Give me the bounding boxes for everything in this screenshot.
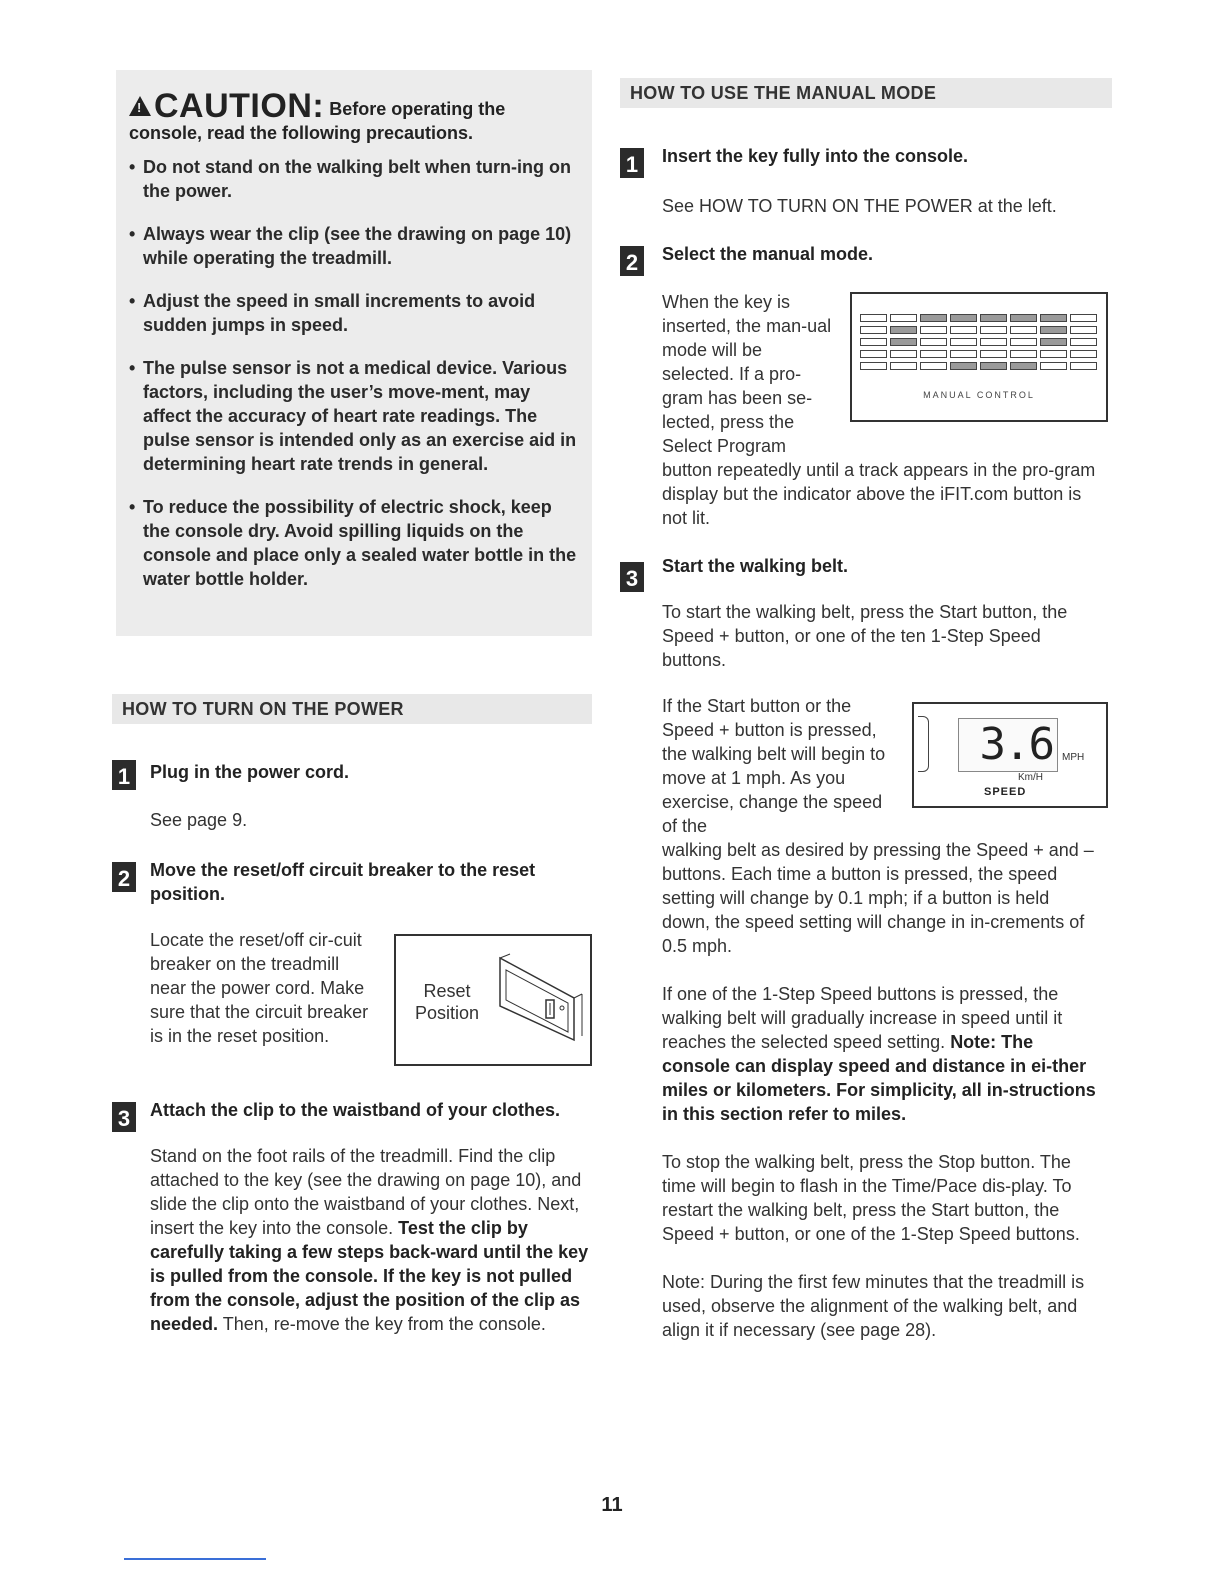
step-body: If one of the 1-Step Speed buttons is pressed, the walking belt will gradually increase in speed until it reaches the selected speed setting. Note: The console can display speed and distance in ei-ther miles or kilometers. For simplicity, all in-structions in this section refer to miles.: [662, 984, 1096, 1124]
manual-step-1: [610, 144, 1110, 218]
step-body: When the key is inserted, the man-ual mode will be selected. If a pro-gram has been se-lected, press the Select Program: [662, 292, 832, 456]
speed-label: SPEED: [984, 786, 1027, 798]
display-label: MANUAL CONTROL: [923, 390, 1035, 400]
step-body: See HOW TO TURN ON THE POWER at the left.: [662, 196, 1057, 216]
step-body: Stand on the foot rails of the treadmill. Find the clip attached to the key (see the drawing on page 10), and slide the clip onto the waistband of your clothes. Next, insert the key into the console. Test the clip by carefully taking a few steps back-ward until the key is pulled from the console. If the key is not pulled from the console, adjust the position of the clip as needed. Then, re-move the key from the console.: [150, 1146, 589, 1334]
step-title: Move the reset/off circuit breaker to the reset position.: [150, 860, 536, 904]
reset-position-figure: [394, 934, 592, 1066]
power-step-1: [112, 760, 592, 832]
step-body: walking belt as desired by pressing the Speed + and – buttons. Each time a button is pressed, the speed setting will change by 0.1 mph; if a button is held down, the speed setting will change in in-crements of 0.5 mph.: [662, 840, 1094, 956]
figure-label: Position: [414, 1003, 480, 1023]
step-body: Note: During the first few minutes that the treadmill is used, observe the alignment of the walking belt, and align it if necessary (see page 28).: [662, 1272, 1085, 1340]
caution-item: • Do not stand on the walking belt when turn-ing on the power.: [129, 155, 582, 203]
manual-control-display: [850, 292, 1108, 422]
manual-step-3: [610, 554, 1110, 1342]
step-body: See page 9.: [150, 810, 248, 830]
caution-list: [129, 155, 582, 591]
speed-readout-box: [958, 718, 1058, 772]
display-bracket: [918, 716, 929, 772]
step-body: If the Start button or the Speed + button is pressed, the walking belt will begin to move at 1 mph. As you exercise, change the speed of the: [662, 696, 886, 836]
figure-label: Reset: [423, 981, 471, 1001]
speed-unit-km: Km/H: [1018, 772, 1043, 783]
program-matrix: [860, 314, 1100, 374]
step-title: Attach the clip to the waistband of your clothes.: [150, 1100, 561, 1120]
step-body: Locate the reset/off cir-cuit breaker on the treadmill near the power cord. Make sure that the circuit breaker is in the reset position.: [150, 930, 369, 1046]
footer-rule: [124, 1558, 266, 1560]
caution-item: • The pulse sensor is not a medical device. Various factors, including the user’s move-ment, may affect the accuracy of heart rate readings. The pulse sensor is intended only as an exercise aid in determining heart rate trends in general.: [129, 356, 582, 476]
speed-value: 3.6: [979, 719, 1053, 770]
step-title: Insert the key fully into the console.: [662, 146, 969, 166]
caution-item: • Always wear the clip (see the drawing on page 10) while operating the treadmill.: [129, 222, 582, 270]
step-body: To stop the walking belt, press the Stop button. The time will begin to flash in the Time/Pace dis-play. To restart the walking belt, press the Start button, the Speed + button, or one of the 1-Step Speed buttons.: [662, 1152, 1080, 1244]
step-title: Plug in the power cord.: [150, 762, 350, 782]
step-title: Start the walking belt.: [662, 556, 849, 576]
page-number: 11: [601, 1494, 623, 1516]
step-body: To start the walking belt, press the Start button, the Speed + button, or one of the ten 1-Step Speed buttons.: [662, 602, 1068, 670]
step-number-badge: 3: [112, 1102, 136, 1132]
manual-section-header: HOW TO USE THE MANUAL MODE: [620, 78, 1112, 108]
power-step-3: [112, 1098, 594, 1336]
power-section-header: HOW TO TURN ON THE POWER: [112, 694, 592, 724]
caution-heading: !CAUTION: Before operating the console, read the following precautions.: [129, 94, 582, 145]
circuit-breaker-icon: [488, 948, 588, 1048]
step-number-badge: 2: [620, 246, 644, 276]
step-body: button repeatedly until a track appears in the pro-gram display but the indicator above the iFIT.com button is not lit.: [662, 460, 1096, 528]
step-title: Select the manual mode.: [662, 244, 874, 264]
step-number-badge: 1: [620, 148, 644, 178]
speed-display: [912, 702, 1108, 808]
step-number-badge: 3: [620, 562, 644, 592]
caution-item: • Adjust the speed in small increments to avoid sudden jumps in speed.: [129, 289, 582, 337]
step-number-badge: 2: [112, 862, 136, 892]
caution-box: [116, 70, 592, 636]
speed-unit-mph: MPH: [1062, 752, 1085, 763]
caution-item: • To reduce the possibility of electric shock, keep the console dry. Avoid spilling liquids on the console and place only a sealed water bottle in the water bottle holder.: [129, 495, 582, 591]
warning-triangle-icon: [129, 96, 151, 116]
step-number-badge: 1: [112, 760, 136, 790]
